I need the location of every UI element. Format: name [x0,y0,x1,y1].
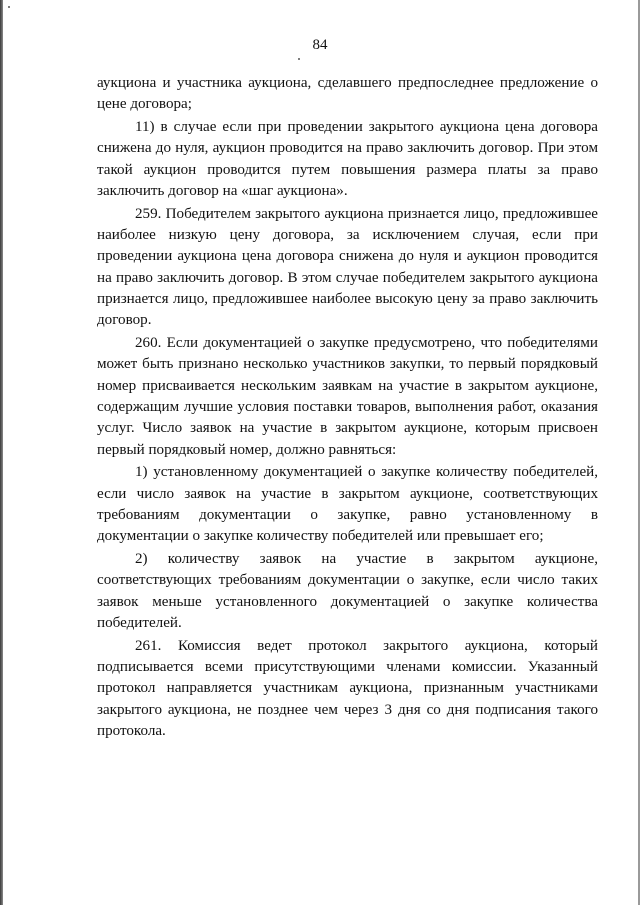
paragraph-item-11: 11) в случае если при проведении закрытого аукциона цена договора снижена до нуля, аукцион проводится на право заключить договор. При этом такой аукцион проводится путем повышения размера платы за право заключить договор на «шаг аукциона». [97,119,598,199]
paragraph-261: 261. Комиссия ведет протокол закрытого аукциона, который подписывается всеми присутствующими членами комиссии. Указанный протокол направляется участникам аукциона, признанным участниками закрытого аукциона, не позднее чем через 3 дня со дня подписания такого протокола. [97,637,598,739]
paragraph-continuation: аукциона и участника аукциона, сделавшего предпоследнее предложение о цене договора; [97,75,598,113]
paragraph-259: 259. Победителем закрытого аукциона признается лицо, предложившее наиболее низкую цену договора, за исключением случая, если при проведении аукциона цена договора снижена до нуля и аукцион проводится на право заключить договор. В этом случае победителем закрытого аукциона признается лицо, предложившее наиболее высокую цену за право заключить договор. [97,205,598,329]
paragraph-260-item-2: 2) количеству заявок на участие в закрытом аукционе, соответствующих требованиям документации о закупке, если число таких заявок меньше установленного документацией о закупке количества победителей. [97,551,598,631]
scan-speck [298,58,300,60]
document-body [97,73,598,744]
paragraph-260: 260. Если документацией о закупке предусмотрено, что победителями может быть признано несколько участников закупки, то первый порядковый номер присваивается нескольким заявкам на участие в закрытом аукционе, содержащим лучшие условия поставки товаров, выполнения работ, оказания услуг. Число заявок на участие в закрытом аукционе, которым присвоен первый порядковый номер, должно равняться: [97,335,598,458]
paragraph-260-item-1: 1) установленному документацией о закупке количеству победителей, если число заявок на участие в закрытом аукционе, соответствующих требованиям документации о закупке, равно установленному в документации о закупке количеству победителей или превышает его; [97,464,598,545]
page-number: 84 [312,37,328,53]
scan-speck [8,6,10,8]
scan-edge-left [0,0,3,905]
